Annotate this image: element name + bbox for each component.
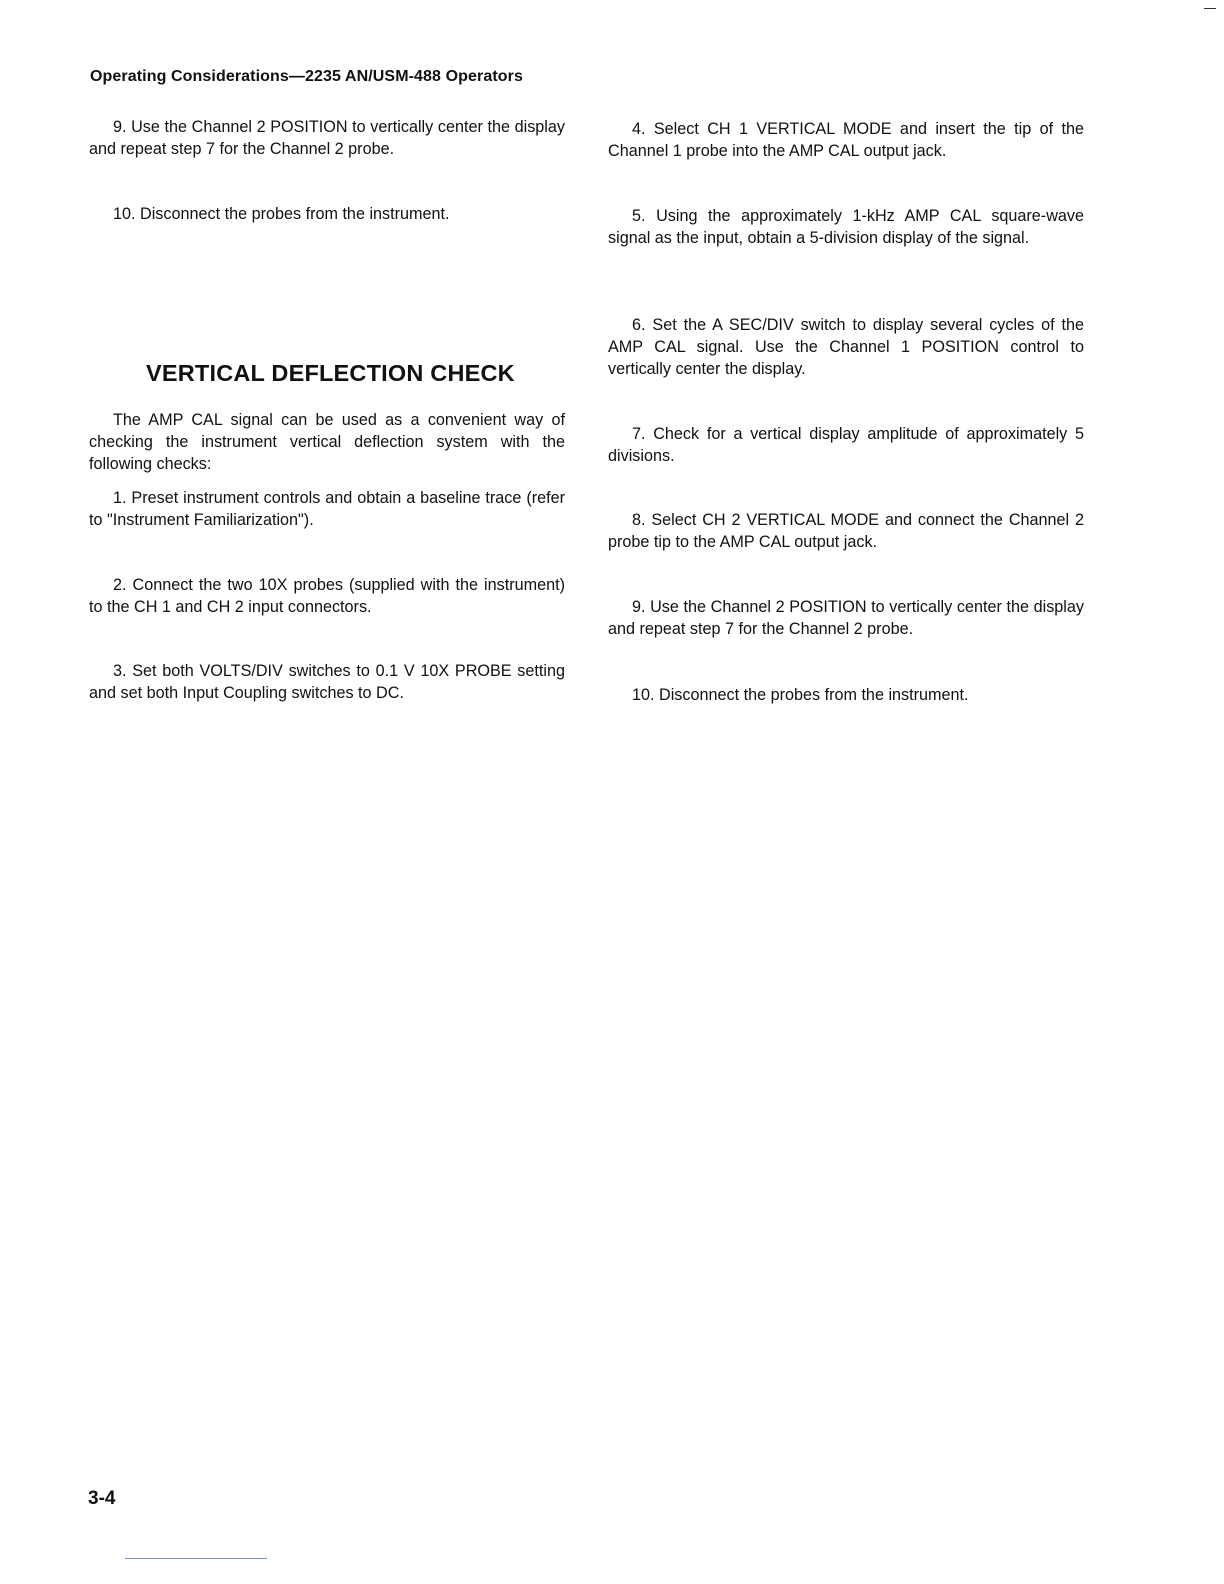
check-step-4: 4. Select CH 1 VERTICAL MODE and insert the tip of the Channel 1 probe into the AMP CAL output jack. (608, 120, 1084, 160)
corner-mark (1204, 8, 1216, 9)
check-step-2: 2. Connect the two 10X probes (supplied with the instrument) to the CH 1 and CH 2 input connectors. (89, 576, 565, 616)
running-header: Operating Considerations—2235 AN/USM-488 Operators (90, 68, 523, 85)
page-number: 3-4 (88, 1488, 116, 1509)
check-step-3: 3. Set both VOLTS/DIV switches to 0.1 V 10X PROBE setting and set both Input Coupling switches to DC. (89, 662, 565, 702)
left-step-9: 9. Use the Channel 2 POSITION to vertically center the display and repeat step 7 for the Channel 2 probe. (89, 118, 565, 158)
check-step-7: 7. Check for a vertical display amplitude of approximately 5 divisions. (608, 425, 1084, 465)
bottom-rule (125, 1558, 267, 1559)
check-step-8: 8. Select CH 2 VERTICAL MODE and connect the Channel 2 probe tip to the AMP CAL output jack. (608, 511, 1084, 551)
section-heading: VERTICAL DEFLECTION CHECK (146, 360, 515, 386)
check-step-9: 9. Use the Channel 2 POSITION to vertically center the display and repeat step 7 for the Channel 2 probe. (608, 598, 1084, 638)
check-step-10: 10. Disconnect the probes from the instrument. (632, 686, 969, 704)
section-intro: The AMP CAL signal can be used as a convenient way of checking the instrument vertical deflection system with the following checks: (89, 411, 565, 473)
check-step-1: 1. Preset instrument controls and obtain a baseline trace (refer to "Instrument Familiarization"). (89, 489, 565, 529)
check-step-5: 5. Using the approximately 1-kHz AMP CAL square-wave signal as the input, obtain a 5-division display of the signal. (608, 207, 1084, 247)
check-step-6: 6. Set the A SEC/DIV switch to display several cycles of the AMP CAL signal. Use the Channel 1 POSITION control to vertically center the display. (608, 316, 1084, 378)
left-step-10: 10. Disconnect the probes from the instrument. (113, 205, 450, 223)
